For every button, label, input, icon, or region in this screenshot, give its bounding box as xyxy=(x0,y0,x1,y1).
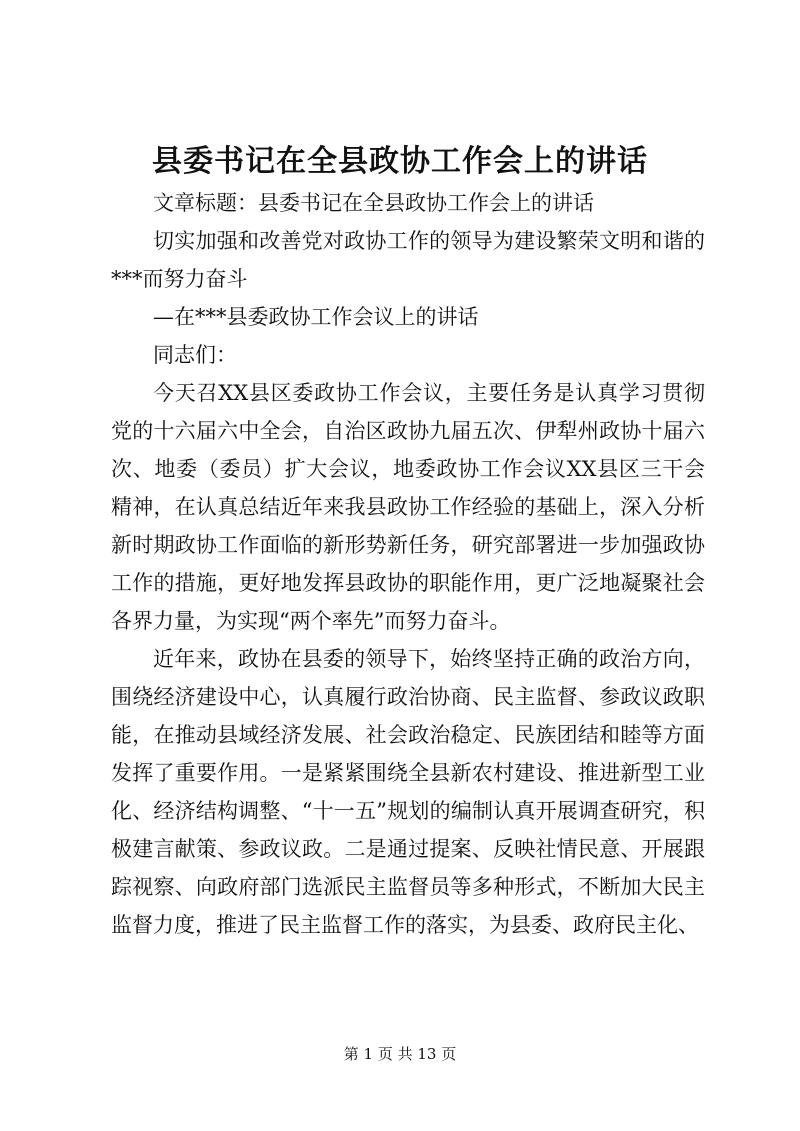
paragraph-main-theme: 切实加强和改善党对政协工作的领导为建设繁荣文明和谐的***而努力奋斗 xyxy=(111,229,705,291)
document-body xyxy=(111,184,705,944)
paragraph-salutation: 同志们： xyxy=(153,343,237,367)
paragraph-article-heading: 文章标题：县委书记在全县政协工作会上的讲话 xyxy=(153,191,594,215)
paragraph-body-1: 今天召XX县区委政协工作会议，主要任务是认真学习贯彻党的十六届六中全会，自治区政协九届五次、伊犁州政协十届六次、地委（委员）扩大会议，地委政协工作会议XX县区三干会精神，在认真总结近年来我县政协工作经验的基础上，深入分析新时期政协工作面临的新形势新任务，研究部署进一步加强政协工作的措施，更好地发挥县政协的职能作用，更广泛地凝聚社会各界力量，为实现“两个率先”而努力奋斗。 xyxy=(111,381,705,633)
document-title: 县委书记在全县政协工作会上的讲话 xyxy=(152,144,648,179)
paragraph-body-2: 近年来，政协在县委的领导下，始终坚持正确的政治方向，围绕经济建设中心，认真履行政治协商、民主监督、参政议政职能，在推动县域经济发展、社会政治稳定、民族团结和睦等方面发挥了重要作用。一是紧紧围绕全县新农村建设、推进新型工业化、经济结构调整、“十一五”规划的编制认真开展调查研究，积极建言献策、参政议政。二是通过提案、反映社情民意、开展跟踪视察、向政府部门选派民主监督员等多种形式，不断加大民主监督力度，推进了民主监督工作的落实，为县委、政府民主化、 xyxy=(111,647,705,937)
page-footer: 第 1 页 共 13 页 xyxy=(343,1045,457,1063)
paragraph-subtitle: —在***县委政协工作会议上的讲话 xyxy=(153,305,479,329)
